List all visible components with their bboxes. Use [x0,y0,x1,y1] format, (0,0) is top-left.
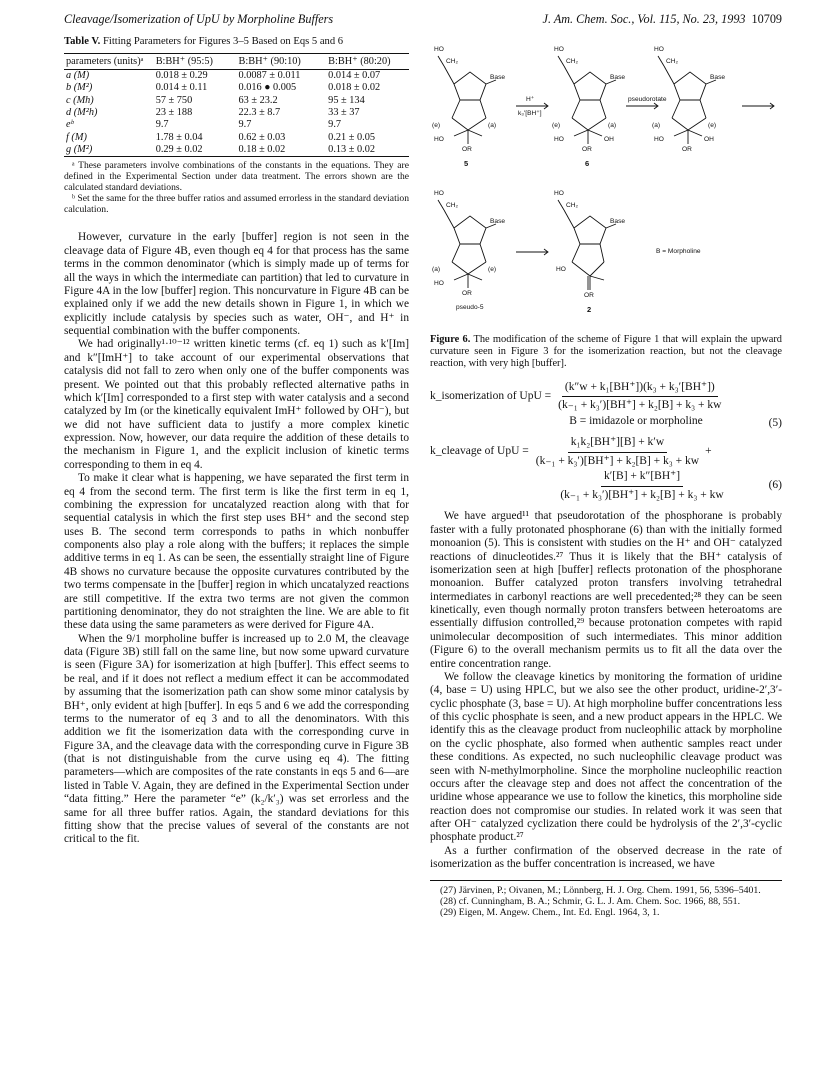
figure-caption [430,334,782,371]
label-or: OR [584,292,594,299]
label-ho: HO [554,46,564,53]
table-row [64,119,409,131]
parameter-value-cell: 23 ± 188 [155,106,193,118]
table-row [64,69,409,82]
label-or: OR [462,146,472,153]
running-title: Cleavage/Isomerization of UpU by Morpholine Buffers [64,12,334,26]
figure-label: Figure 6. [430,334,471,345]
compound-number: 6 [585,159,590,168]
label-base: Base [610,218,626,225]
table-row [64,132,409,144]
label-ho: HO [556,266,566,273]
parameter-name-cell: f (M) [66,131,87,143]
eq5-definition: B = imidazole or morpholine [569,414,703,427]
reference-item: (28) cf. Cunningham, B. A.; Schmir, G. L. J. Am. Chem. Soc. 1966, 88, 551. [440,895,741,907]
label-or: OR [582,146,592,153]
eq6-numerator-1: k₁k₂[BH⁺][B] + k′w [568,436,667,453]
parameter-value-cell: 0.014 ± 0.07 [328,69,381,81]
label-ho: HO [654,136,664,143]
table-footnote-b: ᵇ Set the same for the three buffer ratios and assumed errorless in the standard deviation calculation. [64,193,409,216]
label-ho: HO [654,46,664,53]
label-b-morpholine: B = Morpholine [656,248,701,255]
references [430,880,782,919]
eq5-fraction [555,381,724,413]
equation-5 [430,381,782,429]
parameter-name-cell: a (M) [66,69,90,81]
parameter-value-cell: 0.18 ± 0.02 [238,143,286,155]
eq6-lhs: k_cleavage of UpU = [430,445,529,458]
parameter-value-cell: 9.7 [155,119,169,131]
label-base: Base [610,74,626,81]
reference-item: (27) Järvinen, P.; Oivanen, M.; Lönnberg, H. J. Org. Chem. 1991, 56, 5396–5401. [440,884,761,896]
parameter-value-cell: 57 ± 750 [155,94,193,106]
compound-number: 2 [587,305,592,314]
column-header: B:BH⁺ (90:10) [236,53,326,69]
parameter-value-cell: 1.78 ± 0.04 [155,131,203,143]
label-or: OR [682,146,692,153]
eq6-denominator-2: (k₋₁ + k₃′)[BH⁺] + k₂[B] + k₃ + kw [560,488,724,501]
label-ch2: CH₂ [666,58,679,65]
figure-caption-text: The modification of the scheme of Figure 1 that will explain the upward curvature seen in Figure 3 for the isomerization reaction, but not the cleavage reaction, with very high [buffer]. [430,334,782,370]
parameter-value-cell: 0.018 ± 0.02 [328,82,381,94]
table-caption-text: Fitting Parameters for Figures 3–5 Based on Eqs 5 and 6 [102,36,344,47]
eq5-denominator: (k₋₁ + k₃′)[BH⁺] + k₂[B] + k₃ + kw [558,399,722,412]
eq6-number: (6) [768,478,782,491]
label-a: (a) [652,122,661,129]
eq6-numerator-2: k′[B] + k″[BH⁺] [601,470,683,487]
label-e: (e) [432,122,441,129]
label-a: (a) [432,266,441,273]
left-column [64,36,409,847]
label-e: (e) [552,122,561,129]
label-or: OR [462,290,472,297]
parameter-value-cell: 0.62 ± 0.03 [238,131,286,143]
label-pseudo5: pseudo-5 [456,304,484,311]
label-oh: OH [704,136,714,143]
label-pseudorotate: pseudorotate [628,96,667,103]
parameter-value-cell: 0.21 ± 0.05 [328,131,376,143]
label-a: (a) [608,122,617,129]
label-oh: OH [604,136,614,143]
table-header-row [64,53,409,69]
body-paragraph: We have argued¹¹ that pseudorotation of the phosphorane is probably faster with a fully protonated phosphorane (6) than with the initially formed monoanion (5). This is consistent with studies on the H⁺ and OH⁻ catalyzed reactions of dinucleotides.²⁷ Thus it is likely that the BH⁺ catalysis of isomerization seen at high [buffer] reflects protonation of the phosphorane monoanion. Buffer catalyzed proton transfers involving tetrahedral intermediates in carbonyl reactions are well precedented;²⁸ they can be seen kinetically, even though normally proton transfers between heteroatoms are essentially diffusion controlled,²⁹ because protonation competes with rapid unimolecular decomposition of such intermediates. This minor addition (Figure 6) to the overall mechanism permits us to fit all the data over the entire concentration range. [430,510,782,670]
eq6-denominator-1: (k₋₁ + k₃′)[BH⁺] + k₂[B] + k₃ + kw [535,454,700,467]
body-paragraph: To make it clear what is happening, we have separated the first term in eq 4 from the second term. The first term is like the first term in eq 1, combining the expression for uncatalyzed reaction along with that for sequential catalysis in which the first step uses BH⁺ and the second step uses B. The second term corresponds to paths in which nonbuffer components also play a role along with the buffers; it replaces the simple additive terms in eq 1. As can be seen, the essentially straight line of Figure 4B shows no curvature because the opposite curvatures contributed by the two terms compensate in the [buffer] region in which uncatalyzed reactions are still competitive. If the extra two terms are not given the common partitioning denominator, they do not straighten the line. We are able to fit these data using the same parameters as were derived for Figure 4A. [64,472,409,632]
parameter-value-cell: 0.016 ● 0.005 [238,82,297,94]
column-header: parameters (units)ᵃ [64,53,154,69]
table-label: Table V. [64,36,101,47]
label-a: (a) [488,122,497,129]
journal-name: J. Am. Chem. Soc., Vol. 115, No. 23, 1993 [542,12,746,26]
label-base: Base [710,74,726,81]
body-paragraph: We follow the cleavage kinetics by monitoring the formation of uridine (4, base = U) using HPLC, but we also see the other product, uridine-2′,3′-cyclic phosphate (3, base = U). At high morpholine buffer concentrations less of this cyclic phosphate is seen, and a new product appears in the HPLC. We identify this as the cleavage product from nucleophilic attack by morpholine on the cyclic phosphate, also formed when authentic samples react under these conditions. As expected, no such nucleophilic cleavage product was seen with N-methylmorpholine. Since the morpholine nucleophilic reaction occurs after the cleavage step and does not affect the concentration of the uridine whose appearance we use to follow the kinetics, this morpholine side reaction does not compromise our studies. In related work it was seen that after OH⁻ catalyzed cyclization there could be hydrolysis of the 2′,3′-cyclic phosphate product.²⁷ [430,670,782,844]
label-base: Base [490,218,506,225]
parameter-name-cell: c (Mh) [66,94,94,106]
parameter-value-cell: 33 ± 37 [328,106,360,118]
body-paragraph: When the 9/1 morpholine buffer is increased up to 2.0 M, the cleavage data (Figure 3B) still fall on the same line, but now some upward curvature is seen (Figure 3A) for isomerization at high [buffer]. This effect seems to be real, and if it does not reflect a medium effect it can be accommodated by assuming that the isomerization path can show some minor catalysis by BH⁺, only evident at high [buffer]. In eqs 5 and 6 we add the corresponding terms to the numerator of eq 3 and to all the denominators. With this addition we fit the isomerization data with the corresponding curve in Figure 3A, and the cleavage data with the corresponding curve in Figure 3B (that is not distinguishable from the curve using eq 4). The fitting parameters—which are composites of the rate constants in eqs 5 and 6—are listed in Table V. Again, they are defined in the Experimental Section under “data fitting.” Here the parameter “e” (k₂/k′₃) was set errorless and the same for all three buffer ratios. Again, the standard deviations for this fitting show that the precise values of several of the constants are not critical to the fit. [64,632,409,846]
table-caption [64,36,409,49]
label-ch2: CH₂ [446,202,459,209]
table-row [64,95,409,107]
label-ho: HO [434,280,444,287]
label-ho: HO [434,46,444,53]
sugar-ring [558,56,616,144]
right-column [430,36,782,918]
body-paragraph: We had originally¹·¹⁰⁻¹² written kinetic terms (cf. eq 1) such as k′[Im] and k″[ImH⁺] to take account of our experimental observations that catalysis did not fall to zero when only one of the buffer components was present. We pointed out that this probably reflected alternative paths in which k′[Im] corresponded to a first step with water catalysis and a second catalyzed by Im (or the kinetically equivalent ImH⁺ followed by OH⁻), but we did not have sufficient data to justify a more complex kinetic expression. Now, however, our data require the addition of these details to the mechanism in Figure 1, and the explicit inclusion of kinetic terms corresponding to them in eq 4. [64,338,409,471]
table-footnotes [64,160,409,215]
table-row [64,107,409,119]
eq5-lhs: k_isomerization of UpU = [430,389,552,402]
label-e: (e) [488,266,497,273]
parameter-value-cell: 0.014 ± 0.11 [155,82,208,94]
body-paragraph: As a further confirmation of the observed decrease in the rate of isomerization as the buffer concentration is increased, we have [430,844,782,871]
label-ho: HO [434,136,444,143]
parameter-name-cell: d (M²h) [66,106,98,118]
label-ho: HO [554,190,564,197]
parameter-value-cell: 0.018 ± 0.29 [155,69,208,81]
parameter-value-cell: 9.7 [238,119,252,131]
equation-6 [430,436,782,502]
parameter-value-cell: 9.7 [328,119,342,131]
label-hplus: H⁺ [526,96,535,103]
parameter-value-cell: 95 ± 134 [328,94,365,106]
label-k3bh: k₃'[BH⁺] [518,110,542,117]
parameter-value-cell: 22.3 ± 8.7 [238,106,281,118]
sugar-ring [438,200,496,288]
column-header: B:BH⁺ (80:20) [326,53,409,69]
journal-citation [543,12,782,27]
parameter-name-cell: g (M²) [66,143,93,155]
table-body [64,69,409,156]
label-ho: HO [434,190,444,197]
sugar-ring [438,56,496,144]
table-footnote-a: ᵃ These parameters involve combinations of the constants in the equations. They are defined in the Experimental Section under data treatment. The errors shown are the calculated standard deviations. [64,160,409,194]
parameter-value-cell: 0.0087 ± 0.011 [238,69,301,81]
label-e: (e) [708,122,717,129]
parameter-value-cell: 63 ± 23.2 [238,94,278,106]
parameter-name-cell: b (M²) [66,82,93,94]
label-ho: HO [554,136,564,143]
column-header: B:BH⁺ (95:5) [154,53,237,69]
parameter-value-cell: 0.13 ± 0.02 [328,143,376,155]
body-paragraph: However, curvature in the early [buffer] region is not seen in the cleavage data of Figure 4B, even though eq 4 for that process has the same terms in the common denominator (which is simply made up of terms for all the ways in which the intermediate can partition) that led to curvature in Figure 4A in the low [buffer] region. This noncurvature in Figure 4B can be explained only if we add the new details shown in Figure 1, in which we explicitly include catalysis by species such as water, OH⁻, and H⁺ in sequential combination with the buffer components. [64,231,409,337]
label-base: Base [490,74,506,81]
reaction-scheme-figure [430,36,782,332]
parameter-value-cell: 0.29 ± 0.02 [155,143,203,155]
sugar-ring [558,200,616,290]
label-ch2: CH₂ [566,58,579,65]
fitting-parameters-table [64,53,409,158]
eq5-numerator: (k″w + k₁[BH⁺])(k₃ + k₃′[BH⁺]) [562,381,718,398]
eq6-fraction-1 [533,436,702,468]
scheme-drawing [430,36,782,332]
eq5-number: (5) [768,416,782,429]
parameter-name-cell: eᵇ [66,119,74,131]
eq6-fraction-2 [557,470,726,502]
label-ch2: CH₂ [566,202,579,209]
table-row [64,82,409,94]
table-row [64,144,409,157]
reference-item: (29) Eigen, M. Angew. Chem., Int. Ed. Engl. 1964, 3, 1. [440,907,660,919]
eq6-plus: + [705,445,712,458]
page-number: 10709 [751,12,782,26]
label-ch2: CH₂ [446,58,459,65]
compound-number: 5 [464,159,469,168]
